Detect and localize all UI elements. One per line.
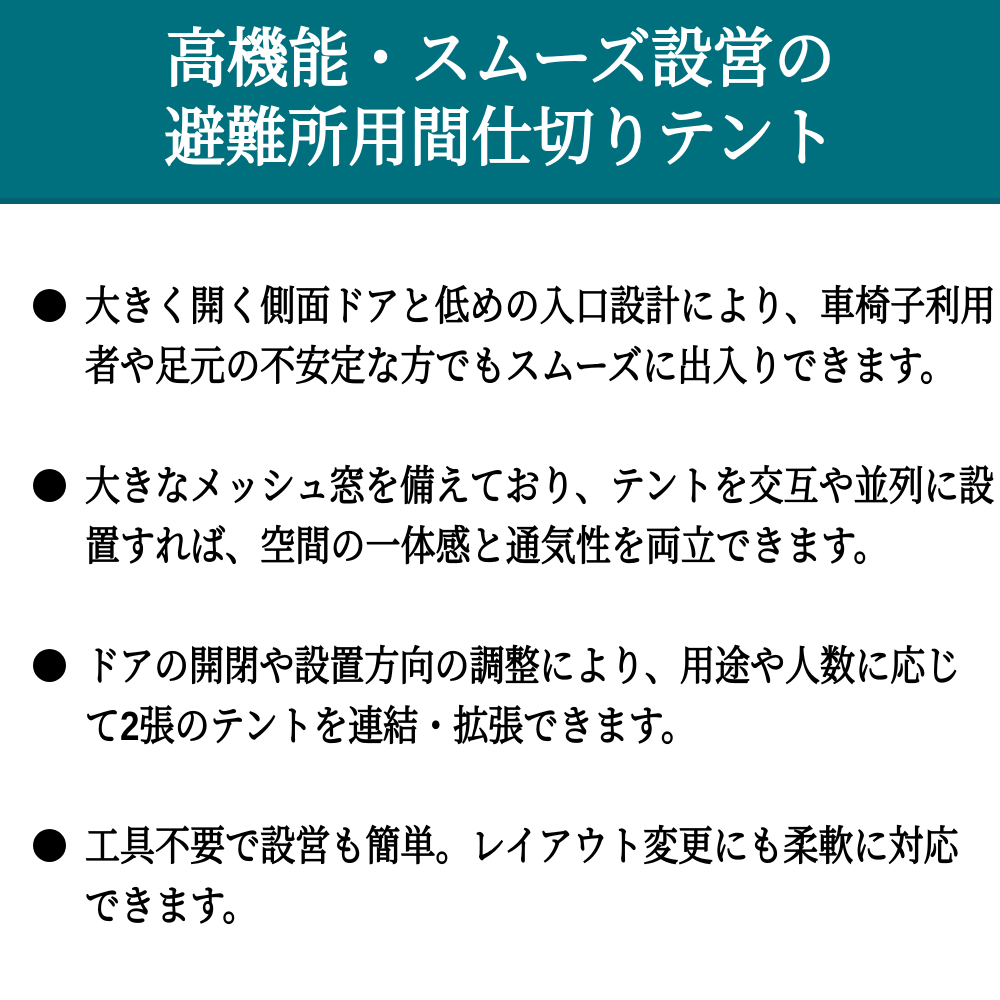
page-title: [150, 20, 851, 178]
feature-text-1: [85, 276, 996, 396]
title-line-2: 避難所用間仕切りテント: [163, 102, 837, 174]
list-item-3: [33, 636, 970, 756]
bullet-circle-icon: [33, 289, 66, 322]
feature-2-line-2: 置すれば、空間の一体感と通気性を両立できます。: [85, 523, 889, 569]
list-item-2: [33, 456, 994, 576]
bullet-circle-icon: [33, 649, 66, 682]
header-banner: [0, 0, 1000, 204]
bullet-circle-icon: [33, 469, 66, 502]
feature-text-3: [85, 636, 970, 756]
feature-3-line-1: ドアの開閉や設置方向の調整により、用途や人数に応じ: [85, 643, 961, 689]
feature-1-line-1: 大きく開く側面ドアと低めの入口設計により、車椅子利用: [85, 283, 996, 329]
feature-list: [0, 204, 1000, 936]
feature-1-line-2: 者や足元の不安定な方でもスムーズに出入りできます。: [85, 343, 956, 389]
feature-2-line-1: 大きなメッシュ窓を備えており、テントを交互や並列に設: [85, 463, 994, 509]
feature-3-line-2: て2張のテントを連結・拡張できます。: [85, 703, 696, 749]
feature-text-2: [85, 456, 994, 576]
list-item-1: [33, 276, 996, 396]
list-item-4: [33, 816, 970, 936]
feature-4-line-1: 工具不要で設営も簡単。レイアウト変更にも柔軟に対応: [85, 823, 959, 869]
bullet-circle-icon: [33, 829, 66, 862]
feature-4-line-2: できます。: [85, 883, 258, 929]
feature-text-4: [85, 816, 970, 936]
title-line-1: 高機能・スムーズ設営の: [165, 23, 835, 95]
